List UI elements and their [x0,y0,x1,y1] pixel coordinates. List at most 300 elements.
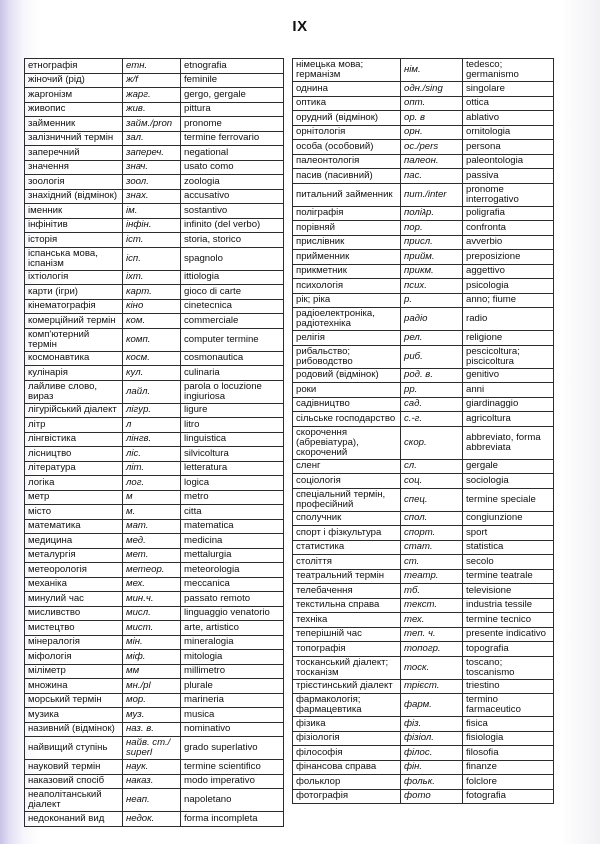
term-ukrainian: сільське господарство [293,412,401,427]
term-ukrainian: німецька мова; германізм [293,59,401,82]
meaning-italian: etnografia [181,59,284,74]
table-row [25,664,284,679]
abbreviation: прийм. [401,250,463,265]
table-row [293,206,554,221]
table-row [25,708,284,723]
table-row [293,488,554,511]
page-number: IX [292,18,308,35]
term-ukrainian: телебачення [293,584,401,599]
table-row [25,606,284,621]
abbreviation: поліגр. [401,206,463,221]
meaning-italian: napoletano [181,789,284,812]
meaning-italian: nominativo [181,722,284,737]
meaning-italian: congiunzione [463,511,554,526]
table-row [25,314,284,329]
table-row [293,526,554,541]
meaning-italian: marineria [181,693,284,708]
meaning-italian: storia, storico [181,233,284,248]
meaning-italian: accusativo [181,189,284,204]
table-row [293,279,554,294]
term-ukrainian: статистика [293,540,401,555]
table-row [293,694,554,717]
table-row [293,511,554,526]
table-row [25,519,284,534]
meaning-italian: arte, artistico [181,621,284,636]
meaning-italian: anno; fiume [463,293,554,308]
abbreviation: топогр. [401,642,463,657]
meaning-italian: genitivo [463,368,554,383]
table-row [293,264,554,279]
abbreviation: літ. [123,461,181,476]
term-ukrainian: місто [25,505,123,520]
term-ukrainian: фольклор [293,775,401,790]
table-row [25,418,284,433]
term-ukrainian: лісництво [25,447,123,462]
abbreviation: сад. [401,397,463,412]
meaning-italian: topografia [463,642,554,657]
abbreviation: опт. [401,96,463,111]
abbreviation: орн. [401,125,463,140]
abbreviation: спол. [401,511,463,526]
abbreviation: фольк. [401,775,463,790]
abbreviation: фото [401,789,463,804]
table-row [25,490,284,505]
meaning-italian: persona [463,140,554,155]
term-ukrainian: комерційний термін [25,314,123,329]
term-ukrainian: метр [25,490,123,505]
term-ukrainian: заперечний [25,146,123,161]
meaning-italian: pescicoltura; piscicoltura [463,345,554,368]
abbreviation: ос./pers [401,140,463,155]
abbreviation: пор. [401,221,463,236]
table-row [25,160,284,175]
meaning-italian: religione [463,331,554,346]
table-row [293,717,554,732]
meaning-italian: letteratura [181,461,284,476]
table-row [25,592,284,607]
term-ukrainian: сполучник [293,511,401,526]
abbreviation: фізіол. [401,731,463,746]
term-ukrainian: століття [293,555,401,570]
table-row [293,789,554,804]
table-row [293,235,554,250]
abbreviation: одн./sing [401,82,463,97]
table-row [293,731,554,746]
abbreviation: неап. [123,789,181,812]
table-row [25,131,284,146]
meaning-italian: termino farmaceutico [463,694,554,717]
term-ukrainian: література [25,461,123,476]
abbreviation: радіо [401,308,463,331]
meaning-italian: secolo [463,555,554,570]
abbreviation: скор. [401,426,463,459]
term-ukrainian: літр [25,418,123,433]
meaning-italian: parola o locuzione ingiuriosa [181,380,284,403]
meaning-italian: toscano; toscanismo [463,656,554,679]
table-row [25,189,284,204]
table-row [25,146,284,161]
meaning-italian: poligrafia [463,206,554,221]
table-row [293,169,554,184]
term-ukrainian: палеонтологія [293,154,401,169]
term-ukrainian: фотографія [293,789,401,804]
meaning-italian: gioco di carte [181,285,284,300]
abbreviation: кіно [123,299,181,314]
term-ukrainian: найвищий ступінь [25,737,123,760]
abbreviation: наз. в. [123,722,181,737]
table-row [293,555,554,570]
meaning-italian: sociologia [463,474,554,489]
table-row [293,584,554,599]
table-row [25,774,284,789]
table-row [293,96,554,111]
table-row [25,247,284,270]
abbreviation: пит./inter [401,183,463,206]
table-row [25,380,284,403]
term-ukrainian: недоконаний вид [25,812,123,827]
table-row [25,270,284,285]
term-ukrainian: займенник [25,117,123,132]
table-row [293,642,554,657]
abbreviation: знах. [123,189,181,204]
table-row [293,598,554,613]
meaning-italian: passiva [463,169,554,184]
table-row [25,737,284,760]
meaning-italian: gergale [463,459,554,474]
term-ukrainian: жаргонізм [25,88,123,103]
table-row [25,432,284,447]
table-row [293,183,554,206]
table-row [25,204,284,219]
table-row [293,679,554,694]
meaning-italian: ittiologia [181,270,284,285]
term-ukrainian: живопис [25,102,123,117]
abbreviation: мед. [123,534,181,549]
term-ukrainian: спеціальний термін, професійний [293,488,401,511]
table-row [25,722,284,737]
abbreviation: жив. [123,102,181,117]
meaning-italian: preposizione [463,250,554,265]
abbreviation: інфін. [123,218,181,233]
table-row [25,175,284,190]
term-ukrainian: топографія [293,642,401,657]
meaning-italian: plurale [181,679,284,694]
meaning-italian: industria tessile [463,598,554,613]
abbreviation: спорт. [401,526,463,541]
abbreviation: лінгв. [123,432,181,447]
term-ukrainian: орудний (відмінок) [293,111,401,126]
abbreviation: мін. [123,635,181,650]
term-ukrainian: неаполітанський діалект [25,789,123,812]
meaning-italian: medicina [181,534,284,549]
meaning-italian: cosmonautica [181,351,284,366]
meaning-italian: mineralogia [181,635,284,650]
table-row [25,102,284,117]
table-row [25,73,284,88]
abbreviation: займ./pron [123,117,181,132]
term-ukrainian: текстильна справа [293,598,401,613]
table-row [25,461,284,476]
meaning-italian: termine ferrovario [181,131,284,146]
term-ukrainian: театральний термін [293,569,401,584]
table-row [25,366,284,381]
term-ukrainian: значення [25,160,123,175]
term-ukrainian: музика [25,708,123,723]
meaning-italian: computer termine [181,328,284,351]
meaning-italian: mettalurgia [181,548,284,563]
table-row [293,82,554,97]
meaning-italian: matematica [181,519,284,534]
table-row [293,613,554,628]
meaning-italian: sport [463,526,554,541]
abbreviation: лігур. [123,403,181,418]
table-row [25,760,284,775]
term-ukrainian: лігурійський діалект [25,403,123,418]
meaning-italian: finanze [463,760,554,775]
table-row [25,59,284,74]
meaning-italian: termine teatrale [463,569,554,584]
term-ukrainian: прийменник [293,250,401,265]
term-ukrainian: теперішній час [293,627,401,642]
table-row [25,351,284,366]
meaning-italian: ottica [463,96,554,111]
meaning-italian: zoologia [181,175,284,190]
abbreviation: ім. [123,204,181,219]
abbreviation: зоол. [123,175,181,190]
term-ukrainian: рік; ріка [293,293,401,308]
abbreviation: лог. [123,476,181,491]
abbreviation: фіз. [401,717,463,732]
table-row [293,746,554,761]
abbreviation: теп. ч. [401,627,463,642]
term-ukrainian: лінгвістика [25,432,123,447]
meaning-italian: grado superlativo [181,737,284,760]
meaning-italian: musica [181,708,284,723]
abbreviation: фін. [401,760,463,775]
term-ukrainian: мінералогія [25,635,123,650]
meaning-italian: folclore [463,775,554,790]
term-ukrainian: радіоелектроніка, радіотехніка [293,308,401,331]
abbreviation: мисл. [123,606,181,621]
term-ukrainian: фінансова справа [293,760,401,775]
table-row [293,154,554,169]
term-ukrainian: металургія [25,548,123,563]
term-ukrainian: кінематографія [25,299,123,314]
term-ukrainian: питальний займенник [293,183,401,206]
table-row [293,111,554,126]
meaning-italian: fotografia [463,789,554,804]
table-row [25,403,284,418]
term-ukrainian: кулінарія [25,366,123,381]
abbreviation: наук. [123,760,181,775]
term-ukrainian: філософія [293,746,401,761]
meaning-italian: linguistica [181,432,284,447]
meaning-italian: giardinaggio [463,397,554,412]
meaning-italian: confronta [463,221,554,236]
meaning-italian: gergo, gergale [181,88,284,103]
abbreviation: тоск. [401,656,463,679]
abbreviation: міф. [123,650,181,665]
table-row [293,540,554,555]
table-row [293,331,554,346]
abbreviation: театр. [401,569,463,584]
term-ukrainian: називний (відмінок) [25,722,123,737]
abbreviation: текст. [401,598,463,613]
abbreviation: мм [123,664,181,679]
term-ukrainian: трієстинський діалект [293,679,401,694]
term-ukrainian: особа (особовий) [293,140,401,155]
abbreviation: трієст. [401,679,463,694]
abbreviation: ком. [123,314,181,329]
table-row [293,569,554,584]
table-row [25,476,284,491]
meaning-italian: televisione [463,584,554,599]
table-row [25,218,284,233]
abbreviation: тб. [401,584,463,599]
abbreviation: нім. [401,59,463,82]
term-ukrainian: фізіологія [293,731,401,746]
term-ukrainian: знахідний (відмінок) [25,189,123,204]
table-row [293,250,554,265]
abbreviation: метеор. [123,563,181,578]
table-row [25,285,284,300]
term-ukrainian: спорт і фізкультура [293,526,401,541]
term-ukrainian: прикметник [293,264,401,279]
abbreviation: карт. [123,285,181,300]
term-ukrainian: тосканський діалект; тосканізм [293,656,401,679]
table-row [25,577,284,592]
term-ukrainian: прислівник [293,235,401,250]
meaning-italian: feminile [181,73,284,88]
table-row [293,412,554,427]
term-ukrainian: фармакологія; фармацевтика [293,694,401,717]
table-row [25,789,284,812]
table-row [25,447,284,462]
meaning-italian: ablativo [463,111,554,126]
table-row [25,299,284,314]
abbreviation: ісп. [123,247,181,270]
abbreviation: сл. [401,459,463,474]
abbreviation: стат. [401,540,463,555]
term-ukrainian: морський термін [25,693,123,708]
term-ukrainian: фізика [293,717,401,732]
meaning-italian: triestino [463,679,554,694]
left-abbreviation-table [24,58,284,827]
table-row [25,548,284,563]
meaning-italian: fisica [463,717,554,732]
abbreviation: род. в. [401,368,463,383]
term-ukrainian: інфінітив [25,218,123,233]
abbreviation: пас. [401,169,463,184]
abbreviation: тех. [401,613,463,628]
meaning-italian: millimetro [181,664,284,679]
term-ukrainian: міфологія [25,650,123,665]
meaning-italian: cinetecnica [181,299,284,314]
abbreviation: рел. [401,331,463,346]
abbreviation: ор. в [401,111,463,126]
meaning-italian: modo imperativo [181,774,284,789]
meaning-italian: pronome [181,117,284,132]
table-row [293,140,554,155]
abbreviation: комп. [123,328,181,351]
abbreviation: запереч. [123,146,181,161]
meaning-italian: psicologia [463,279,554,294]
table-row [25,534,284,549]
abbreviation: муз. [123,708,181,723]
abbreviation: жарг. [123,88,181,103]
abbreviation: ж/f [123,73,181,88]
table-row [25,505,284,520]
term-ukrainian: космонавтика [25,351,123,366]
meaning-italian: metro [181,490,284,505]
abbreviation: ст. [401,555,463,570]
abbreviation: іхт. [123,270,181,285]
abbreviation: мн./pl [123,679,181,694]
term-ukrainian: науковий термін [25,760,123,775]
table-row [293,345,554,368]
term-ukrainian: психологія [293,279,401,294]
term-ukrainian: техніка [293,613,401,628]
table-row [25,117,284,132]
term-ukrainian: жіночий (рід) [25,73,123,88]
term-ukrainian: медицина [25,534,123,549]
meaning-italian: ornitologia [463,125,554,140]
abbreviation: р. [401,293,463,308]
meaning-italian: agricoltura [463,412,554,427]
meaning-italian: statistica [463,540,554,555]
term-ukrainian: поліграфія [293,206,401,221]
abbreviation: зал. [123,131,181,146]
meaning-italian: abbreviato, forma abbreviata [463,426,554,459]
term-ukrainian: роки [293,383,401,398]
abbreviation: мист. [123,621,181,636]
meaning-italian: litro [181,418,284,433]
abbreviation: найв. ст./ superl [123,737,181,760]
abbreviation: косм. [123,351,181,366]
table-row [293,293,554,308]
table-row [25,679,284,694]
right-abbreviation-table [292,58,554,804]
abbreviation: мор. [123,693,181,708]
term-ukrainian: залізничний термін [25,131,123,146]
term-ukrainian: метеорологія [25,563,123,578]
abbreviation: псих. [401,279,463,294]
term-ukrainian: родовий (відмінок) [293,368,401,383]
abbreviation: спец. [401,488,463,511]
term-ukrainian: множина [25,679,123,694]
table-row [25,328,284,351]
meaning-italian: presente indicativo [463,627,554,642]
term-ukrainian: скорочення (абревіатура), скорочений [293,426,401,459]
abbreviation: наказ. [123,774,181,789]
term-ukrainian: зоологія [25,175,123,190]
abbreviation: філос. [401,746,463,761]
meaning-italian: aggettivo [463,264,554,279]
term-ukrainian: наказовий спосіб [25,774,123,789]
abbreviation: фарм. [401,694,463,717]
meaning-italian: negational [181,146,284,161]
abbreviation: л [123,418,181,433]
term-ukrainian: рибальство; рибоводство [293,345,401,368]
table-row [293,368,554,383]
table-row [293,775,554,790]
term-ukrainian: іспанська мова, іспанізм [25,247,123,270]
abbreviation: мат. [123,519,181,534]
term-ukrainian: лайливе слово, вираз [25,380,123,403]
abbreviation: с.-г. [401,412,463,427]
term-ukrainian: соціологія [293,474,401,489]
abbreviation: риб. [401,345,463,368]
